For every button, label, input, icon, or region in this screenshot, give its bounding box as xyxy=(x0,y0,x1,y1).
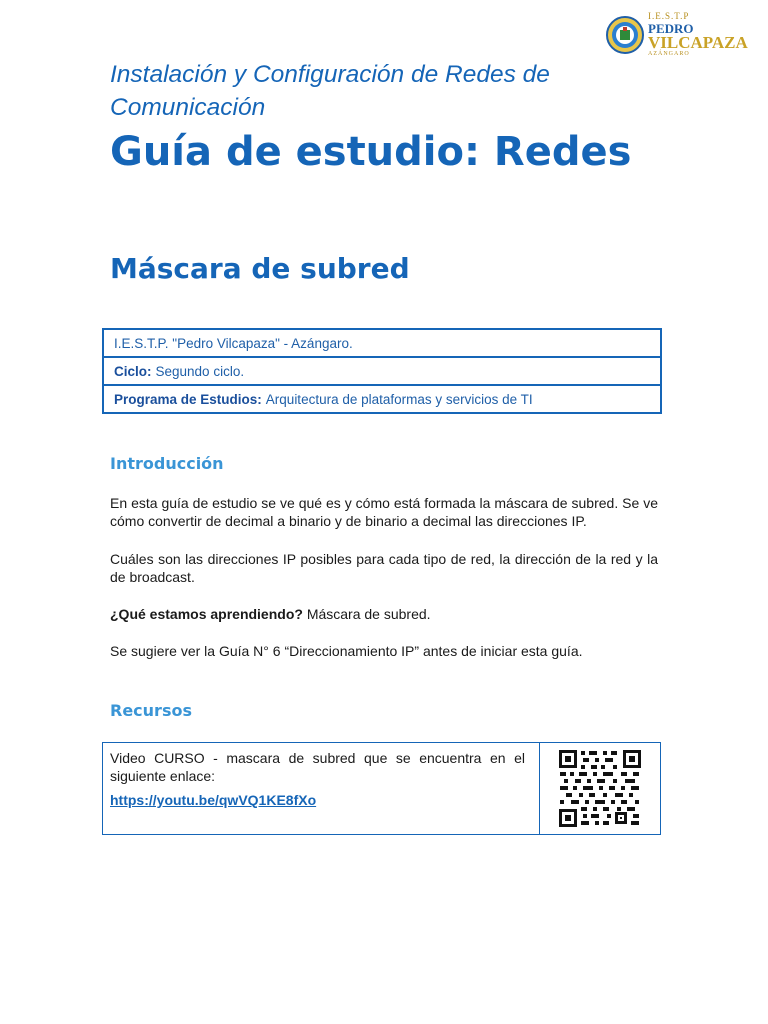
cycle-value: Segundo ciclo. xyxy=(155,363,245,379)
resource-description-cell xyxy=(103,743,540,834)
learning-label: ¿Qué estamos aprendiendo? xyxy=(110,606,303,622)
logo-line-3: VILCAPAZA xyxy=(648,33,748,52)
logo-text xyxy=(648,12,748,57)
intro-paragraph-1: En esta guía de estudio se ve qué es y cómo está formada la máscara de subred. Se ve cómo convertir de decimal a binario y de binario a decimal las direcciones IP. xyxy=(110,495,658,529)
info-row-institution xyxy=(104,330,660,358)
learning-value: Máscara de subred. xyxy=(302,606,431,622)
institution-logo xyxy=(606,12,756,58)
video-link[interactable]: https://youtu.be/qwVQ1KE8fXo xyxy=(110,792,317,808)
guide-subtitle: Máscara de subred xyxy=(110,252,410,285)
logo-line-4: AZÁNGARO xyxy=(648,51,690,57)
seal-icon xyxy=(606,13,646,57)
program-value: Arquitectura de plataformas y servicios de TI xyxy=(265,391,533,407)
course-title: Instalación y Configuración de Redes de Comunicación xyxy=(110,61,550,121)
logo-line-1: I.E.S.T.P xyxy=(648,11,690,21)
intro-paragraph-2: Cuáles son las direcciones IP posibles para cada tipo de red, la dirección de la red y la de broadcast. xyxy=(110,551,658,585)
intro-paragraph-4: Se sugiere ver la Guía N° 6 “Direccionamiento IP” antes de iniciar esta guía. xyxy=(110,643,583,659)
cycle-label: Ciclo: xyxy=(114,363,152,379)
info-row-program xyxy=(104,386,660,412)
institution-value: I.E.S.T.P. "Pedro Vilcapaza" - Azángaro. xyxy=(114,335,353,351)
guide-title: Guía de estudio: Redes xyxy=(110,129,632,175)
resources-table xyxy=(102,742,661,835)
resource-description: Video CURSO - mascara de subred que se encuentra en el siguiente enlace: xyxy=(110,750,525,784)
intro-paragraph-3 xyxy=(110,605,658,623)
intro-heading: Introducción xyxy=(110,454,224,473)
info-table xyxy=(102,328,662,414)
logo-line-2: PEDRO xyxy=(648,21,694,36)
qr-code-icon xyxy=(558,749,642,828)
info-row-cycle xyxy=(104,358,660,386)
program-label: Programa de Estudios: xyxy=(114,391,262,407)
resources-heading: Recursos xyxy=(110,701,192,720)
